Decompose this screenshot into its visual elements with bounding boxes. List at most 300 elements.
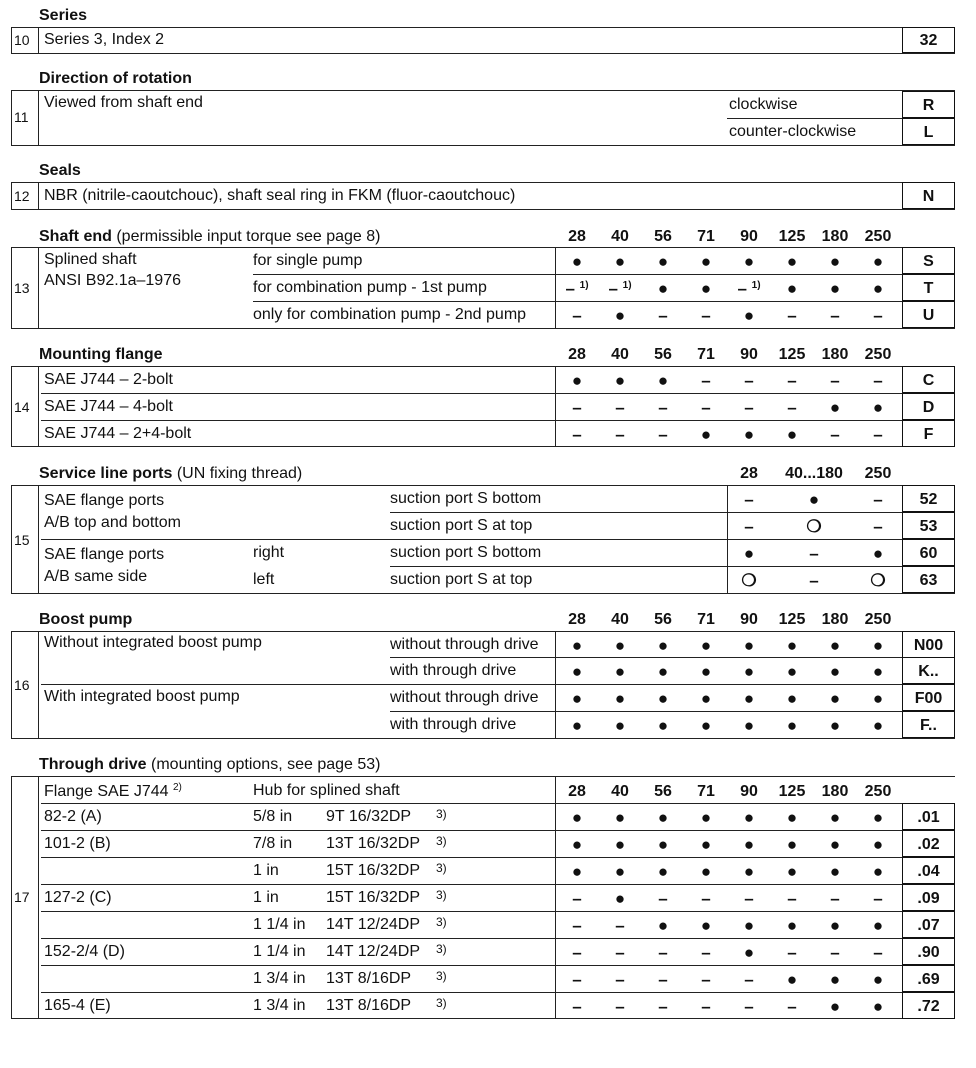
availability-mark: ● (657, 279, 669, 298)
size-header: 180 (821, 346, 849, 363)
through-drive-code (902, 803, 955, 830)
availability-mark: ● (614, 662, 626, 681)
series-value: Series 3, Index 2 (44, 31, 165, 48)
availability-mark: ● (700, 425, 712, 444)
availability-mark: – (744, 398, 754, 417)
code-value: T (923, 279, 934, 297)
flange-code (902, 420, 955, 447)
through-drive-code (902, 857, 955, 884)
section-title-text: Shaft end (39, 228, 112, 245)
seal-value: NBR (nitrile-caoutchouc), shaft seal ring in FKM (fluor-caoutchouc) (44, 187, 516, 204)
boost-option: with through drive (390, 662, 517, 679)
shaft-option: for combination pump - 1st pump (253, 279, 487, 296)
column-header: Hub for splined shaft (253, 782, 400, 799)
availability-mark: – (701, 306, 711, 325)
section-bottom-rule (11, 1018, 955, 1019)
size-header: 71 (697, 228, 715, 245)
footnote-ref: 3) (436, 915, 447, 929)
section-top-rule (11, 182, 955, 183)
availability-mark: ● (829, 636, 841, 655)
code-value: .07 (917, 916, 940, 934)
availability-mark: ● (872, 398, 884, 417)
size-header: 28 (740, 465, 758, 482)
hub-size: 1 3/4 in (253, 997, 306, 1014)
flange-size: 82-2 (A) (44, 808, 102, 825)
availability-mark: ● (743, 425, 755, 444)
section-top-rule (11, 631, 955, 632)
section-title-text: Service line ports (39, 465, 173, 482)
availability-mark: – (787, 943, 797, 962)
availability-mark: ● (786, 689, 798, 708)
hub-spline: 13T 8/16DP (326, 970, 412, 987)
availability-mark: ● (829, 808, 841, 827)
section-title (39, 163, 81, 179)
seal-code (902, 182, 955, 209)
availability-mark: ● (829, 997, 841, 1016)
availability-mark: – (615, 916, 625, 935)
availability-mark: – (658, 889, 668, 908)
row-rule (41, 830, 902, 831)
availability-mark: ● (786, 662, 798, 681)
section-left-rule (11, 182, 12, 209)
port-group-label: A/B same side (44, 568, 148, 585)
shaft-label: Splined shaft (44, 251, 137, 268)
availability-mark: ● (571, 689, 583, 708)
section-number-rule (38, 182, 39, 209)
availability-mark: – (873, 490, 883, 509)
section-title (39, 466, 302, 482)
size-header: 90 (740, 228, 758, 245)
availability-mark: – (744, 997, 754, 1016)
code-value: F.. (920, 716, 937, 734)
availability-mark: ● (786, 835, 798, 854)
port-option: suction port S bottom (390, 544, 542, 561)
footnote-ref: 3) (436, 888, 447, 902)
size-header: 28 (568, 783, 586, 800)
code-value: .72 (917, 997, 940, 1015)
section-left-rule (11, 366, 12, 446)
size-header: 56 (654, 346, 672, 363)
availability-mark: – (809, 571, 819, 590)
section-title (39, 757, 381, 773)
code-value: .90 (917, 943, 940, 961)
availability-mark: ● (743, 716, 755, 735)
availability-mark: – (572, 970, 582, 989)
section-number: 15 (14, 532, 30, 548)
availability-mark: – (830, 306, 840, 325)
through-drive-code (902, 884, 955, 911)
code-value: .02 (917, 835, 940, 853)
availability-mark: ● (786, 636, 798, 655)
availability-mark: – (744, 970, 754, 989)
availability-mark: ● (829, 279, 841, 298)
code-value: 63 (919, 571, 938, 589)
availability-mark: ● (786, 862, 798, 881)
port-code (902, 539, 955, 566)
code-value: S (923, 252, 934, 270)
availability-mark: – (658, 943, 668, 962)
section-number-rule (38, 90, 39, 145)
section-title-note: (permissible input torque see page 8) (116, 228, 381, 245)
availability-mark: – (830, 943, 840, 962)
availability-mark: – (572, 916, 582, 935)
size-header: 56 (654, 228, 672, 245)
code-value: N (922, 187, 935, 205)
section-left-rule (11, 776, 12, 1018)
availability-mark: ● (571, 862, 583, 881)
availability-mark: ● (872, 544, 884, 563)
section-title-note: (mounting options, see page 53) (151, 756, 381, 773)
availability-mark: ● (614, 808, 626, 827)
section-number-rule (38, 485, 39, 593)
size-header: 125 (778, 783, 806, 800)
section-bottom-rule (11, 446, 955, 447)
availability-mark: ● (657, 862, 669, 881)
availability-mark: ● (614, 835, 626, 854)
availability-mark: ● (829, 252, 841, 271)
availability-mark: – (701, 943, 711, 962)
hub-spline: 15T 16/32DP (326, 889, 420, 906)
boost-code (902, 631, 955, 658)
size-header: 125 (778, 346, 806, 363)
section-number: 11 (14, 109, 29, 125)
availability-mark: ● (872, 716, 884, 735)
section-number: 16 (14, 677, 30, 693)
section-title (39, 8, 87, 24)
size-header: 40 (611, 611, 629, 628)
shaft-option: for single pump (253, 252, 363, 269)
port-group-label: SAE flange ports (44, 546, 165, 563)
availability-mark: ● (614, 689, 626, 708)
hub-spline: 13T 8/16DP (326, 997, 412, 1014)
matrix-left-rule (555, 776, 556, 1018)
availability-mark: ● (657, 689, 669, 708)
availability-mark: ● (700, 862, 712, 881)
availability-mark: – (787, 889, 797, 908)
availability-mark: ● (743, 916, 755, 935)
through-drive-code (902, 911, 955, 938)
availability-mark: ● (657, 835, 669, 854)
boost-option: with through drive (390, 716, 517, 733)
row-rule (390, 512, 902, 513)
availability-mark: ● (700, 916, 712, 935)
code-value: .09 (917, 889, 940, 907)
availability-mark: ❍ (741, 571, 757, 590)
section-bottom-rule (11, 145, 955, 146)
availability-mark: ● (743, 943, 755, 962)
size-header: 90 (740, 611, 758, 628)
size-header: 71 (697, 611, 715, 628)
flange-size: 165-4 (E) (44, 997, 111, 1014)
section-title (39, 229, 381, 245)
rotation-code (902, 118, 955, 145)
availability-mark: – (658, 425, 668, 444)
hub-spline: 15T 16/32DP (326, 862, 420, 879)
port-group-label: A/B top and bottom (44, 514, 181, 531)
size-header: 40 (611, 346, 629, 363)
code-value: R (922, 96, 935, 114)
availability-mark: ● (872, 970, 884, 989)
availability-mark: – (873, 889, 883, 908)
availability-mark: ● (743, 689, 755, 708)
hub-spline: 9T 16/32DP (326, 808, 412, 825)
section-left-rule (11, 247, 12, 328)
availability-mark: ● (700, 716, 712, 735)
flange-option: SAE J744 – 2-bolt (44, 371, 173, 388)
code-value: N00 (913, 636, 944, 654)
availability-mark: ● (872, 662, 884, 681)
availability-mark: ● (872, 279, 884, 298)
size-header: 56 (654, 611, 672, 628)
availability-mark: ● (657, 252, 669, 271)
availability-mark: – (744, 889, 754, 908)
size-header: 125 (778, 228, 806, 245)
code-value: 32 (919, 32, 938, 49)
matrix-left-rule (555, 366, 556, 446)
through-drive-code (902, 965, 955, 992)
availability-mark: ● (614, 306, 626, 325)
availability-mark: ● (700, 689, 712, 708)
availability-mark: ● (786, 808, 798, 827)
footnote-ref: 3) (436, 969, 447, 983)
hub-size: 1 in (253, 862, 279, 879)
availability-mark: – (615, 970, 625, 989)
boost-code (902, 684, 955, 711)
availability-mark: – (615, 398, 625, 417)
size-header: 250 (864, 465, 892, 482)
section-number-rule (38, 27, 39, 53)
flange-size: 152-2/4 (D) (44, 943, 125, 960)
code-value: C (922, 371, 935, 389)
size-header: 40...180 (785, 465, 843, 482)
row-rule (41, 420, 902, 421)
availability-mark: ● (700, 662, 712, 681)
section-number-rule (38, 631, 39, 738)
boost-option: without through drive (390, 689, 539, 706)
availability-mark: – (809, 544, 819, 563)
availability-mark: – (744, 490, 754, 509)
availability-mark: – (572, 943, 582, 962)
availability-mark: – $^{1)}$ (565, 279, 589, 298)
availability-mark: – (873, 306, 883, 325)
availability-mark: ● (786, 279, 798, 298)
section-left-rule (11, 631, 12, 738)
availability-mark: ● (872, 862, 884, 881)
boost-code (902, 711, 955, 738)
code-value: 60 (919, 544, 938, 562)
availability-mark: ● (872, 808, 884, 827)
footnote-ref: 3) (436, 834, 447, 848)
size-header: 180 (821, 228, 849, 245)
availability-mark: ● (872, 636, 884, 655)
row-rule (41, 911, 902, 912)
group-rule (41, 684, 902, 685)
availability-mark: ● (571, 716, 583, 735)
size-header: 71 (697, 783, 715, 800)
footnote-ref: 3) (436, 996, 447, 1010)
availability-mark: ● (571, 371, 583, 390)
section-number: 14 (14, 399, 30, 415)
section-number-rule (38, 247, 39, 328)
code-value: K.. (918, 662, 939, 680)
size-header: 40 (611, 783, 629, 800)
hub-size: 5/8 in (253, 808, 293, 825)
availability-mark: – $^{1)}$ (737, 279, 761, 298)
row-rule (727, 118, 902, 119)
availability-mark: – (658, 970, 668, 989)
availability-mark: ● (829, 916, 841, 935)
row-rule (390, 566, 902, 567)
section-number-rule (38, 776, 39, 1018)
size-header: 28 (568, 228, 586, 245)
code-value: .69 (917, 970, 940, 988)
rotation-code (902, 91, 955, 118)
size-header: 180 (821, 611, 849, 628)
size-header: 250 (864, 346, 892, 363)
availability-mark: – (787, 371, 797, 390)
section-bottom-rule (11, 738, 955, 739)
row-rule (41, 393, 902, 394)
section-top-rule (11, 776, 555, 777)
availability-mark: ● (571, 636, 583, 655)
flange-option: SAE J744 – 4-bolt (44, 398, 173, 415)
availability-mark: – (701, 997, 711, 1016)
availability-mark: ● (571, 808, 583, 827)
size-header: 56 (654, 783, 672, 800)
code-value: 53 (919, 517, 938, 535)
flange-size: 101-2 (B) (44, 835, 111, 852)
boost-group-label: With integrated boost pump (44, 688, 240, 705)
availability-mark: ● (614, 889, 626, 908)
matrix-left-rule (555, 247, 556, 328)
availability-mark: ● (571, 835, 583, 854)
availability-mark: – (572, 889, 582, 908)
row-rule (390, 657, 902, 658)
footnote-ref: 3) (436, 942, 447, 956)
section-number: 12 (14, 188, 30, 204)
availability-mark: – (615, 943, 625, 962)
section-number: 10 (14, 32, 30, 48)
availability-mark: ● (829, 835, 841, 854)
availability-mark: – (787, 306, 797, 325)
availability-mark: – $^{1)}$ (608, 279, 632, 298)
size-header: 71 (697, 346, 715, 363)
section-bottom-rule (11, 53, 955, 54)
section-title-text: Series (39, 7, 88, 24)
availability-mark: ● (786, 716, 798, 735)
availability-mark: ● (786, 425, 798, 444)
availability-mark: ● (657, 716, 669, 735)
availability-mark: ● (700, 835, 712, 854)
availability-mark: – (572, 306, 582, 325)
availability-mark: ● (657, 916, 669, 935)
rotation-label: Viewed from shaft end (44, 94, 203, 111)
availability-mark: – (830, 889, 840, 908)
availability-mark: ● (657, 662, 669, 681)
hub-size: 1 3/4 in (253, 970, 306, 987)
row-rule (253, 274, 902, 275)
size-header: 90 (740, 783, 758, 800)
column-header: Flange SAE J744 $^{2)}$ (44, 782, 182, 800)
shaft-code (902, 274, 955, 301)
availability-mark: ● (786, 916, 798, 935)
availability-mark: ● (700, 636, 712, 655)
section-top-rule (11, 27, 955, 28)
group-rule (41, 539, 902, 540)
availability-mark: ● (829, 398, 841, 417)
availability-mark: ❍ (870, 571, 886, 590)
size-header: 250 (864, 611, 892, 628)
availability-mark: ● (743, 835, 755, 854)
section-bottom-rule (11, 328, 955, 329)
availability-mark: ● (829, 716, 841, 735)
availability-mark: – (744, 517, 754, 536)
code-value: D (922, 398, 935, 416)
section-title (39, 612, 132, 628)
section-top-rule (11, 366, 955, 367)
section-title (39, 71, 192, 87)
section-title-text: Through drive (39, 756, 147, 773)
availability-mark: ● (743, 306, 755, 325)
footnote-ref: 3) (436, 861, 447, 875)
availability-mark: ● (743, 808, 755, 827)
availability-mark: – (787, 997, 797, 1016)
availability-mark: – (658, 306, 668, 325)
row-rule (253, 301, 902, 302)
through-drive-code (902, 992, 955, 1019)
availability-mark: – (658, 398, 668, 417)
section-left-rule (11, 485, 12, 593)
boost-group-label: Without integrated boost pump (44, 634, 262, 651)
availability-mark: ● (614, 636, 626, 655)
boost-code (902, 657, 955, 684)
row-rule (555, 803, 902, 804)
availability-mark: ● (872, 835, 884, 854)
section-left-rule (11, 90, 12, 145)
size-header: 28 (568, 346, 586, 363)
hub-spline: 14T 12/24DP (326, 916, 420, 933)
availability-mark: ● (872, 916, 884, 935)
shaft-code (902, 247, 955, 274)
availability-mark: ● (743, 862, 755, 881)
flange-size: 127-2 (C) (44, 889, 112, 906)
row-rule (41, 884, 902, 885)
availability-mark: ● (808, 490, 820, 509)
size-header: 250 (864, 783, 892, 800)
availability-mark: ● (786, 970, 798, 989)
shaft-code (902, 301, 955, 328)
row-rule (41, 992, 902, 993)
hub-size: 7/8 in (253, 835, 293, 852)
availability-mark: – (701, 371, 711, 390)
flange-code (902, 366, 955, 393)
size-header: 40 (611, 228, 629, 245)
port-code (902, 485, 955, 512)
section-title-text: Mounting flange (39, 346, 163, 363)
hub-size: 1 1/4 in (253, 943, 306, 960)
availability-mark: ● (743, 636, 755, 655)
port-code (902, 566, 955, 593)
availability-mark: ● (829, 862, 841, 881)
row-rule (41, 965, 902, 966)
boost-option: without through drive (390, 636, 539, 653)
port-code (902, 512, 955, 539)
port-option: suction port S at top (390, 571, 533, 588)
availability-mark: ● (614, 862, 626, 881)
shaft-standard: ANSI B92.1a–1976 (44, 272, 181, 289)
port-group-label: SAE flange ports (44, 492, 165, 509)
section-number: 13 (14, 280, 30, 296)
